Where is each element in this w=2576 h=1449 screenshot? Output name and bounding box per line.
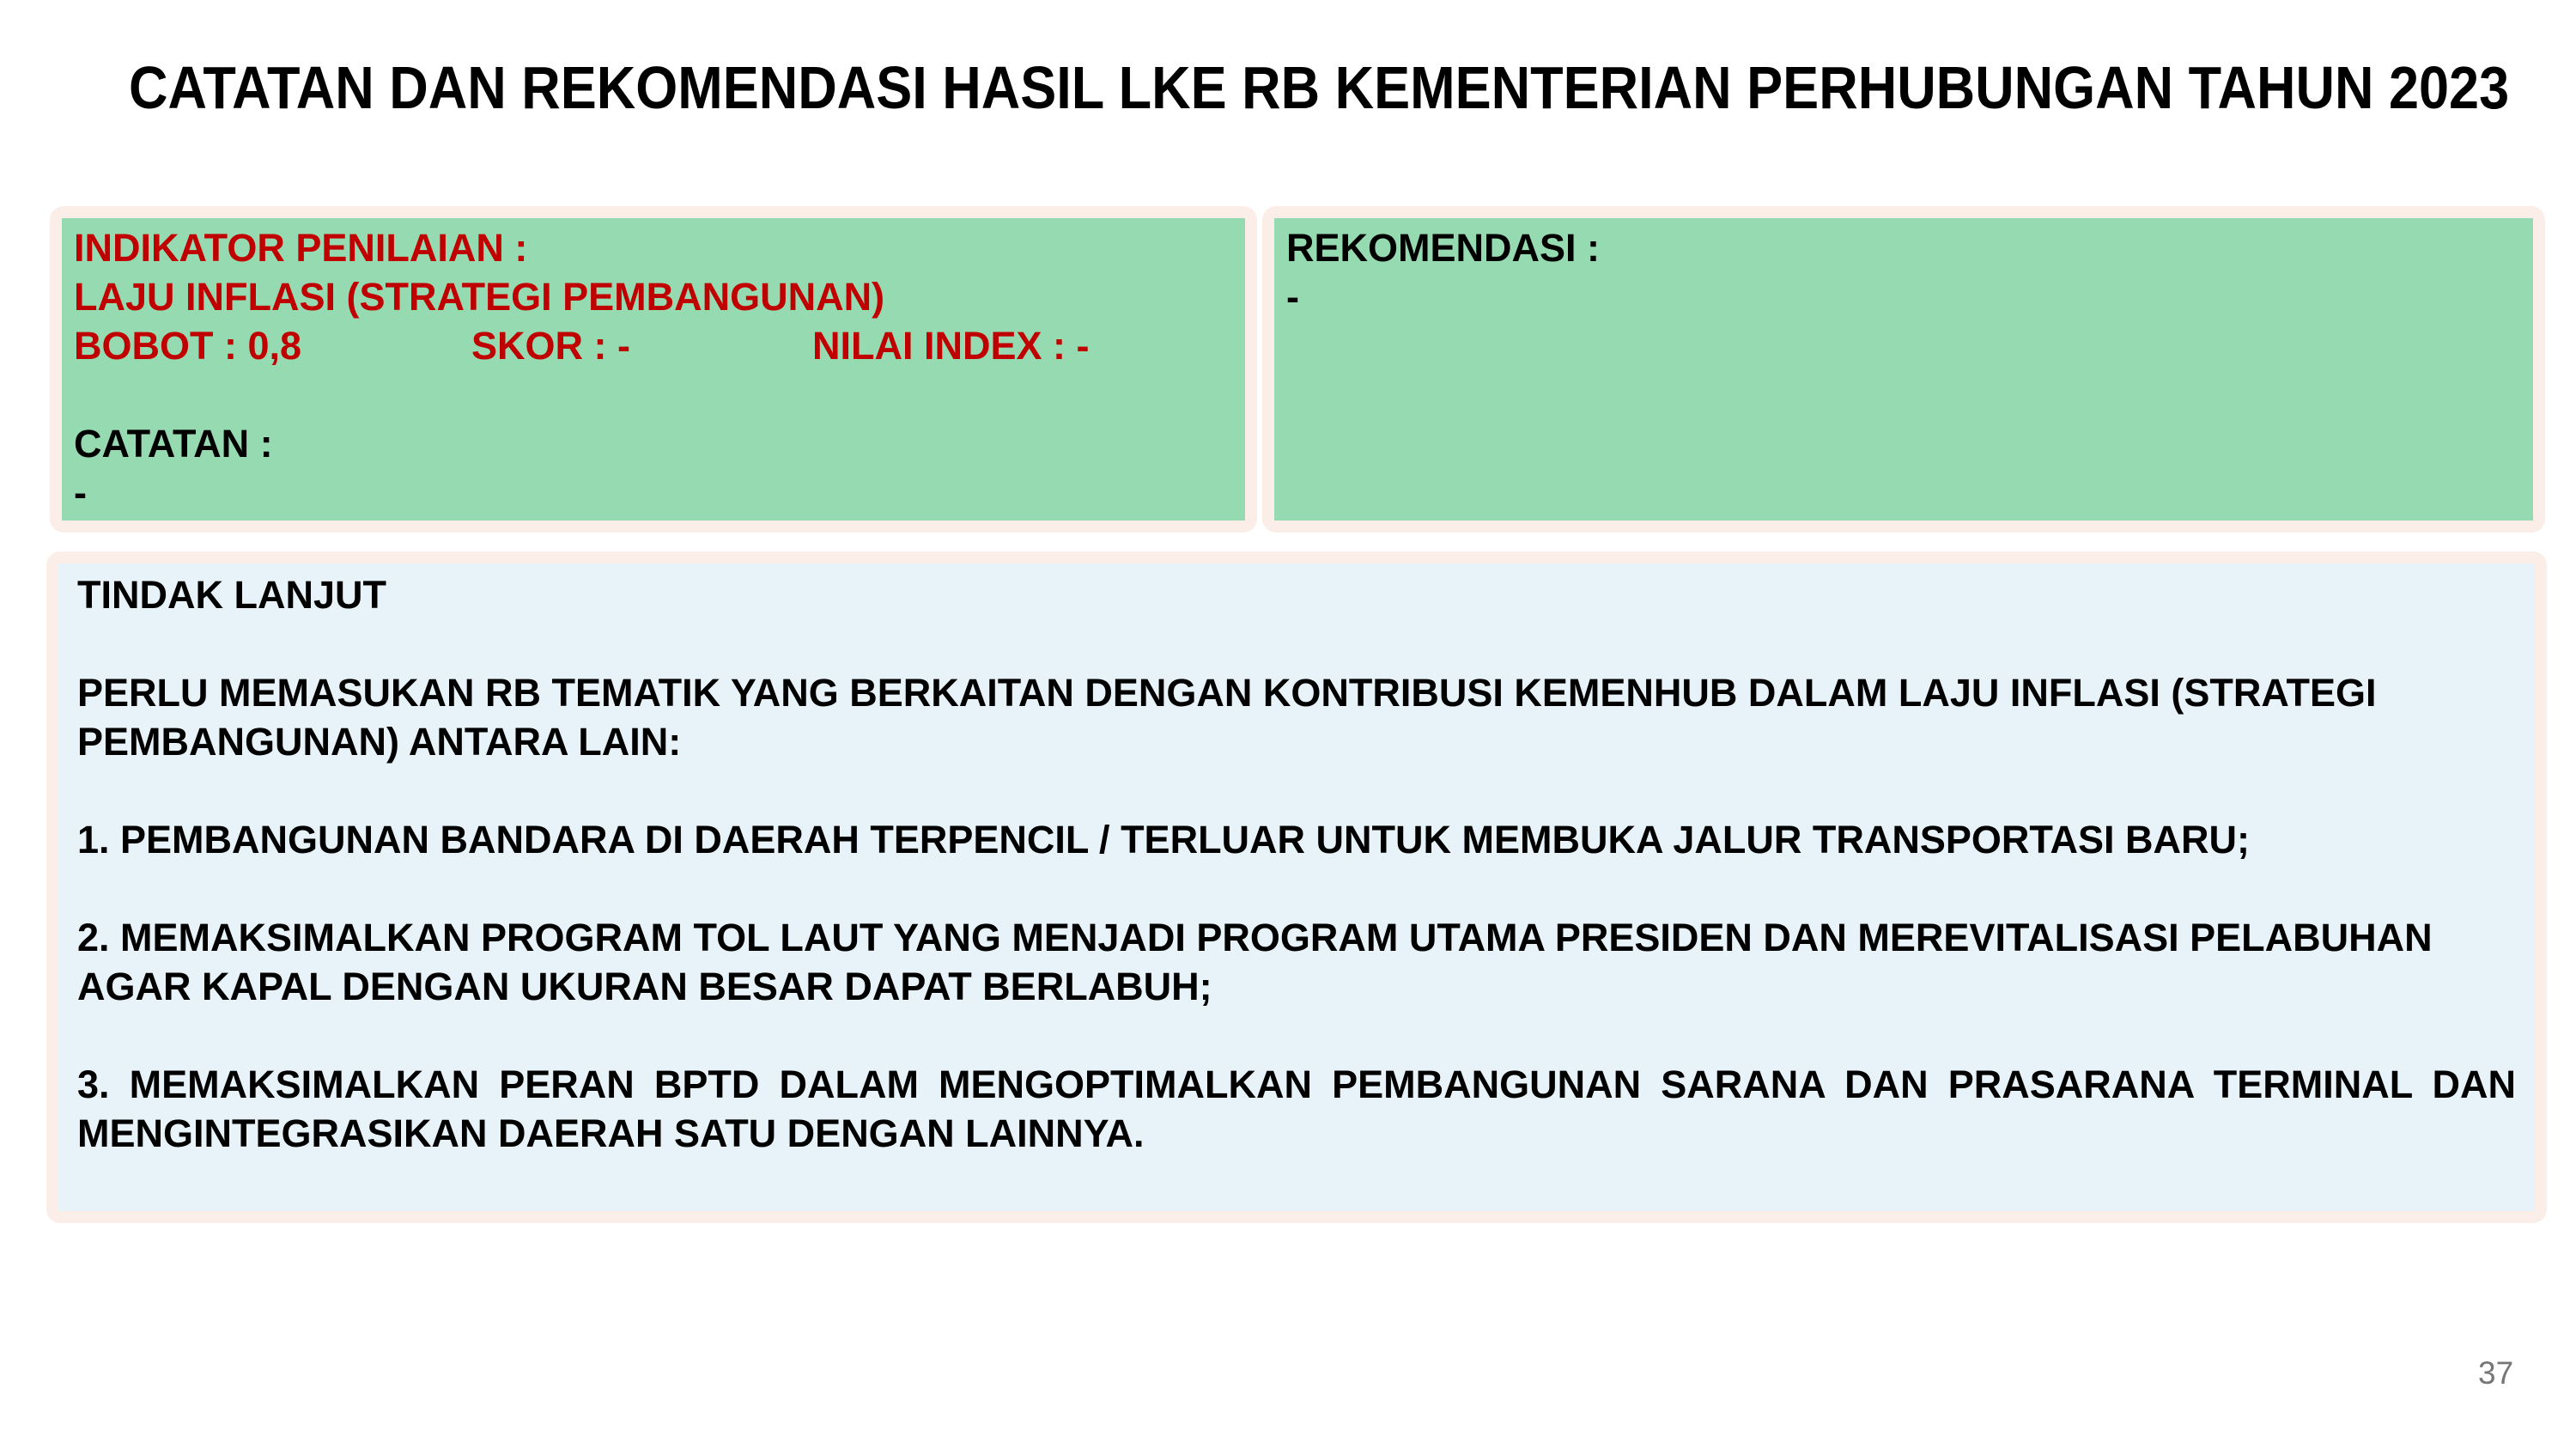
nilai-index-value: NILAI INDEX : - xyxy=(812,324,1090,368)
tindak-lanjut-heading: TINDAK LANJUT xyxy=(77,573,386,617)
rekomendasi-value: - xyxy=(1286,275,1299,319)
indikator-heading: INDIKATOR PENILAIAN : xyxy=(74,226,528,270)
indikator-penilaian-box xyxy=(50,206,1257,533)
rekomendasi-box xyxy=(1262,206,2545,533)
slide-title: CATATAN DAN REKOMENDASI HASIL LKE RB KEMENTERIAN PERHUBUNGAN TAHUN 2023 xyxy=(129,54,2510,121)
rekomendasi-heading: REKOMENDASI : xyxy=(1286,226,1601,270)
page-number: 37 xyxy=(2478,1355,2514,1391)
skor-value: SKOR : - xyxy=(471,324,630,368)
tindak-lanjut-item-1: 1. PEMBANGUNAN BANDARA DI DAERAH TERPENCIL / TERLUAR UNTUK MEMBUKA JALUR TRANSPORTASI BARU; xyxy=(77,818,2250,861)
rekomendasi-content xyxy=(1274,218,2533,521)
tindak-lanjut-item-2: 2. MEMAKSIMALKAN PROGRAM TOL LAUT YANG MENJADI PROGRAM UTAMA PRESIDEN DAN MEREVITALISASI PELABUHAN AGAR KAPAL DENGAN UKURAN BESAR DAPAT BERLABUH; xyxy=(77,916,2433,1008)
tindak-lanjut-box xyxy=(46,551,2547,1223)
bobot-value: BOBOT : 0,8 xyxy=(74,324,302,368)
score-row xyxy=(74,321,1233,370)
indikator-penilaian-content xyxy=(62,218,1245,521)
indikator-subheading: LAJU INFLASI (STRATEGI PEMBANGUNAN) xyxy=(74,275,885,319)
tindak-lanjut-intro: PERLU MEMASUKAN RB TEMATIK YANG BERKAITAN DENGAN KONTRIBUSI KEMENHUB DALAM LAJU INFLASI (STRATEGI PEMBANGUNAN) ANTARA LAIN: xyxy=(77,671,2377,764)
tindak-lanjut-item-3: 3. MEMAKSIMALKAN PERAN BPTD DALAM MENGOPTIMALKAN PEMBANGUNAN SARANA DAN PRASARANA TERMINAL DAN MENGINTEGRASIKAN DAERAH SATU DENGAN LAINNYA. xyxy=(77,1062,2516,1155)
tindak-lanjut-content xyxy=(58,563,2535,1211)
blank-line xyxy=(74,370,1233,419)
catatan-label: CATATAN : xyxy=(74,422,273,466)
catatan-value: - xyxy=(74,471,87,514)
